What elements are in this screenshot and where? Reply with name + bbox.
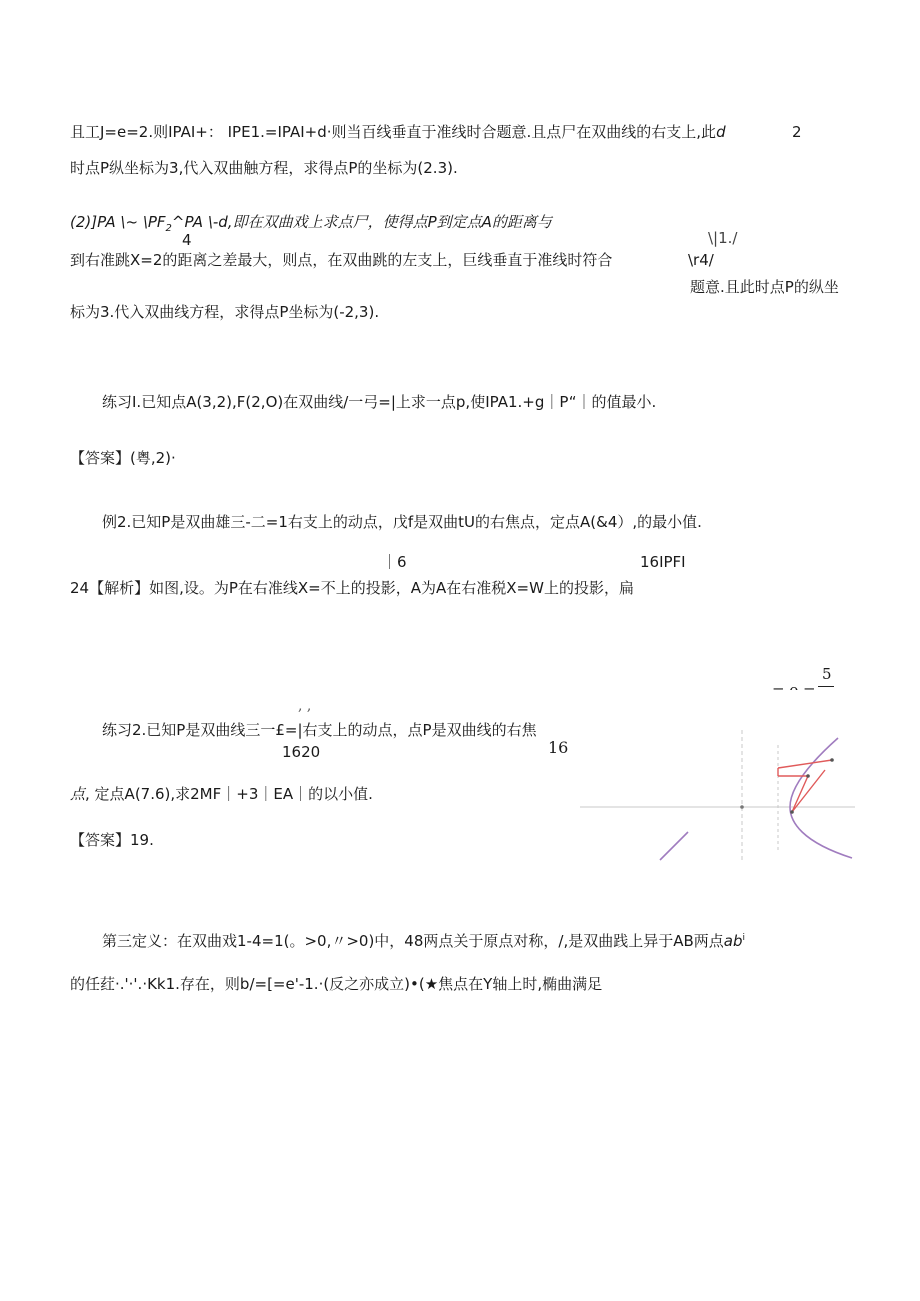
fragment-16-serif: 16 <box>548 738 569 757</box>
third-definition-cont: 的任荭·.'·'.·Kk1.存在，则b/=[=e'-1.·(反之亦成立)•(★焦点在Y轴上时,椭曲满足 <box>70 975 603 993</box>
answer-2: 【答案】19. <box>70 831 154 849</box>
text-line-4: 到右准跳X=2的距离之差最大，则点，在双曲跳的左支上，巨线垂直于准线时符合 <box>70 251 613 269</box>
exercise-1: 练习I.已知点A(3,2),F(2,O)在双曲线/一弓=|上求一点p,使IPA1.+g｜P“｜的值最小. <box>102 393 657 411</box>
fraction-numerator: 5 <box>822 665 832 683</box>
third-definition: 第三定义：在双曲戏1-4=1(。>0,〃>0)中，48两点关于原点对称，/,是双曲践上异于AB两点$ab^i$ <box>102 932 746 950</box>
point-a <box>830 758 834 762</box>
side-note-3: 题意.且此时点P的纵坐 <box>690 278 839 296</box>
exercise-2: 练习2.已知P是双曲线三一£=|右支上的动点，点P是双曲线的右焦 <box>102 721 537 739</box>
text-number-2: 2 <box>792 123 802 141</box>
fragment-1620: 1620 <box>282 743 321 761</box>
fragment-6: ｜6 <box>382 553 407 571</box>
origin-point <box>740 805 744 809</box>
fraction-bar <box>818 686 834 687</box>
fragment-16pf: 16IPFI <box>640 553 686 571</box>
hyperbola-figure <box>570 690 860 870</box>
text-line-1: 且工J=e=2.则IPAI+： IPE1.=IPAI+d·则当百线垂直于准线时合题意.且点尸在双曲线的右支上,此d <box>70 123 726 141</box>
point-f <box>790 810 794 814</box>
point-p <box>806 774 810 778</box>
answer-1: 【答案】(粤,2)· <box>70 449 176 467</box>
side-note-1: \|1./ <box>708 229 738 247</box>
text-line-3: (2)]PA \~ $\backslash PF_2\^{}PA$ \-d,即在双曲戏上求点尸，使得点P到定点A的距离与 <box>70 213 552 234</box>
denominator-4: 4 <box>182 231 192 249</box>
stray-marks: , , <box>298 698 312 714</box>
exercise-2-cont: 点, 定点A(7.6),求2MF｜+3｜EA｜的以小值. <box>70 785 373 803</box>
text-line-6: 标为3.代入双曲线方程，求得点P坐标为(-2,3). <box>70 303 380 321</box>
var-d: d <box>716 123 726 141</box>
example-2: 例2.已知P是双曲雄三-二=1右支上的动点，戊f是双曲tU的右焦点，定点A(&4）,的最小值. <box>102 513 702 531</box>
solution-line: 24【解析】如图,设。为P在右准线X=不上的投影，A为A在右准税X=W上的投影，扁 <box>70 579 634 597</box>
side-note-2: \r4/ <box>688 251 714 269</box>
subscript-2: 2 <box>165 223 172 234</box>
text-line-2: 时点P纵坐标为3,代入双曲触方程，求得点P的坐标为(2.3). <box>70 159 458 177</box>
